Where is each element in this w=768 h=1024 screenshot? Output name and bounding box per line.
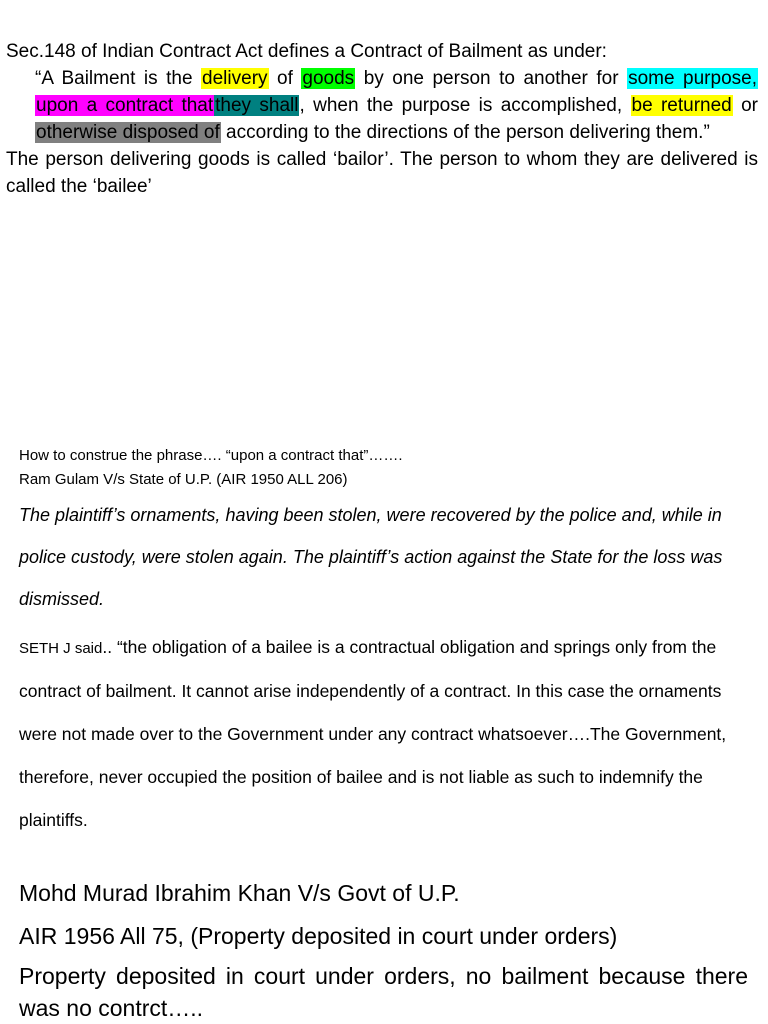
- quote-text-6: or: [732, 95, 758, 116]
- case-citation-2: AIR 1956 All 75, (Property deposited in court under orders): [19, 923, 618, 949]
- judge-name: SETH J said: [19, 640, 103, 657]
- quote-text-1: “A Bailment is the: [35, 68, 202, 89]
- quote-text-3: by one person to another for: [355, 68, 628, 89]
- highlight-otherwise-disposed: otherwise disposed of: [36, 122, 220, 143]
- highlight-some-purpose: some purpose,: [628, 68, 757, 89]
- bailor-bailee-definition: The person delivering goods is called ‘bailor’. The person to whom they are delivered is called the ‘bailee’: [6, 149, 758, 197]
- case-name: Mohd Murad Ibrahim Khan V/s Govt of U.P.: [19, 880, 460, 906]
- case-facts: The plaintiff’s ornaments, having been stolen, were recovered by the police and, while in police custody, were stolen again. The plaintiff’s action against the State for the loss was dismissed.: [19, 505, 723, 609]
- highlight-goods: goods: [302, 68, 355, 89]
- judgment-quote: [19, 626, 748, 842]
- highlight-delivery: delivery: [202, 68, 268, 89]
- slide-bailment-definition: [0, 38, 768, 200]
- judgment-text: .. “the obligation of a bailee is a contractual obligation and springs only from the contract of bailment. It cannot arise independently of a contract. In this case the ornaments were not made over to the Government under any contract whatsoever….The Government, therefore, never occupied the position of bailee and is not liable as such to indemnify the plaintiffs.: [19, 637, 727, 830]
- case-citation: Ram Gulam V/s State of U.P. (AIR 1950 ALL 206): [19, 471, 348, 488]
- section-title: Sec.148 of Indian Contract Act defines a Contract of Bailment as under:: [6, 41, 607, 62]
- quote-text-2: of: [268, 68, 302, 89]
- quote-text-7: according to the directions of the person delivering them.”: [220, 122, 710, 143]
- case-holding: Property deposited in court under orders, no bailment because there was no contrct…..: [19, 963, 748, 1021]
- construe-heading: How to construe the phrase…. “upon a contract that”…….: [19, 447, 403, 464]
- bailment-quote: [0, 65, 768, 146]
- highlight-they-shall: they shall: [215, 95, 299, 116]
- highlight-upon-a-contract: upon a contract that: [36, 95, 214, 116]
- slide-ram-gulam-case: [0, 444, 768, 842]
- quote-text-5: , when the purpose is accomplished,: [299, 95, 631, 116]
- highlight-be-returned: be returned: [631, 95, 732, 116]
- slide-mohd-murad-case: [0, 872, 768, 1024]
